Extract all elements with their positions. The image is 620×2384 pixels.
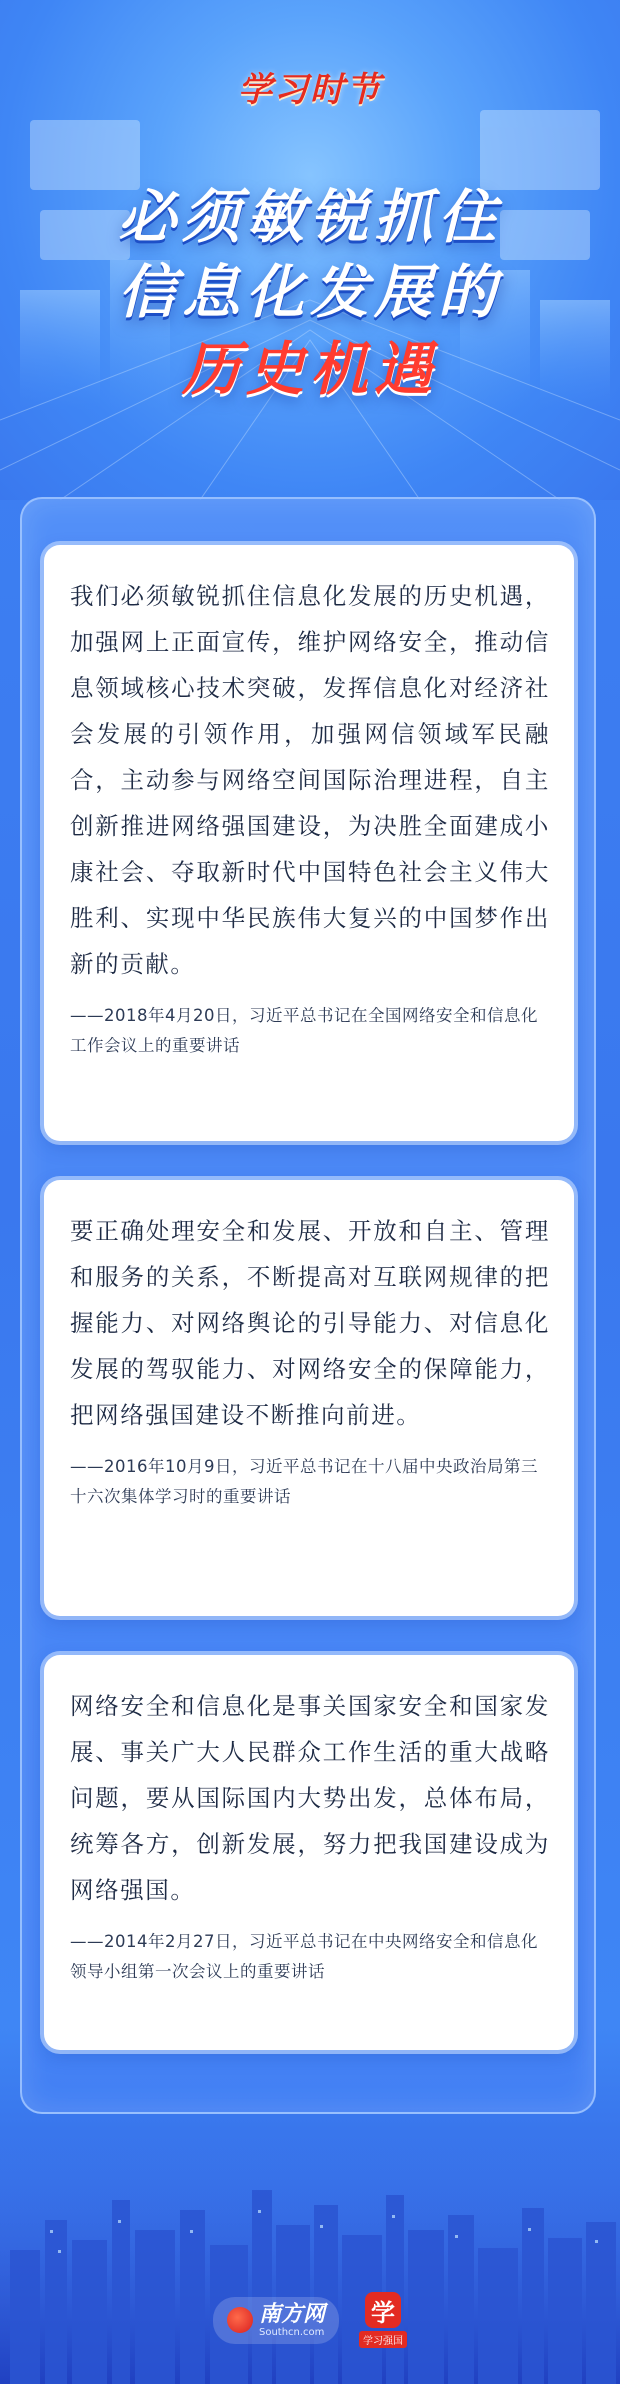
nanfang-name: 南方网 (258, 2300, 325, 2327)
nanfang-mark-icon (227, 2307, 253, 2333)
xuexi-mark-icon: 学 (365, 2292, 401, 2328)
quote-source: ——2014年2月27日，习近平总书记在中央网络安全和信息化领导小组第一次会议上的重要讲话 (70, 1932, 538, 1981)
quote-card-2 (44, 1180, 574, 1616)
nanfang-logo (213, 2297, 339, 2344)
quote-card-3 (44, 1655, 574, 2050)
hero-banner (0, 0, 620, 500)
page-title-line-2: 信息化发展的 (117, 258, 502, 326)
page-title-line-1: 必须敏锐抓住 (117, 183, 502, 251)
nanfang-url: Southcn.com (258, 2326, 325, 2338)
quote-text: 网络安全和信息化是事关国家安全和国家发展、事关广大人民群众工作生活的重大战略问题，要从国际国内大势出发，总体布局，统筹各方，创新发展，努力把我国建设成为网络强国。 (70, 1692, 550, 1904)
footer-logos (0, 2290, 620, 2350)
quote-source: ——2016年10月9日，习近平总书记在十八届中央政治局第三十六次集体学习时的重要讲话 (70, 1457, 538, 1506)
series-logo: 学习时节 (238, 70, 382, 110)
quote-card-1 (44, 545, 574, 1141)
xuexi-logo (359, 2292, 407, 2348)
quote-source: ——2018年4月20日，习近平总书记在全国网络安全和信息化工作会议上的重要讲话 (70, 1006, 538, 1055)
quote-text: 要正确处理安全和发展、开放和自主、管理和服务的关系，不断提高对互联网规律的把握能力、对网络舆论的引导能力、对信息化发展的驾驭能力、对网络安全的保障能力，把网络强国建设不断推向前进。 (70, 1217, 550, 1429)
quote-text: 我们必须敏锐抓住信息化发展的历史机遇，加强网上正面宣传，维护网络安全，推动信息领域核心技术突破，发挥信息化对经济社会发展的引领作用，加强网信领域军民融合，主动参与网络空间国际治理进程，自主创新推进网络强国建设，为决胜全面建成小康社会、夺取新时代中国特色社会主义伟大胜利、实现中华民族伟大复兴的中国梦作出新的贡献。 (70, 582, 550, 978)
xuexi-name: 学习强国 (359, 2331, 407, 2348)
page-title-line-3: 历史机遇 (181, 335, 438, 403)
